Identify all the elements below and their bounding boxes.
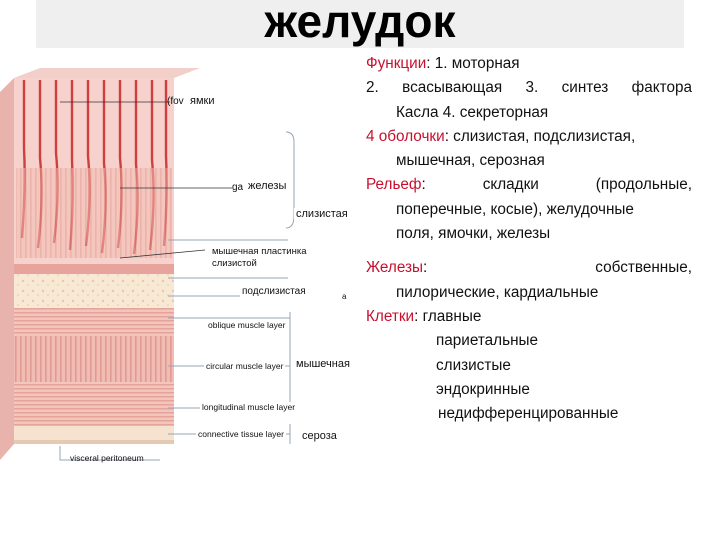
gland-cells [16,168,172,258]
oblique-muscle-block [14,308,174,336]
relief-line1 [366,173,692,197]
lamina-label-line1: мышечная пластинка [212,246,307,257]
glands-text-label: Железы [366,259,424,277]
submucosa-block [14,274,174,308]
glands-line2: пилорические, кардиальные [396,283,599,301]
layers-line1 [366,125,692,149]
relief-line3: поля, ямочки, железы [396,225,551,243]
glands-line1 [366,256,692,280]
functions-label: Функции [366,55,427,72]
top-face [14,68,200,78]
page-title: желудок [264,0,456,47]
pits-label: ямки [190,95,215,107]
cells-line1 [366,305,692,329]
cell-item-undifferentiated: недифференцированные [438,405,619,423]
cells-label: Клетки [366,307,415,325]
functions-line2: 2. всасывающая 3. синтез фактора [366,79,692,97]
functions-line3: Касла 4. секреторная [396,103,549,121]
relief-line2: поперечные, косые), желудочные [396,200,634,218]
glands-label: железы [248,180,287,192]
muscle-marker-label: a [342,292,347,301]
oblique-label: oblique muscle layer [208,320,286,330]
stomach-wall-illustration [0,68,360,468]
mucosa-label: слизистая [296,208,348,220]
fovea-prefix-label: (fov [167,96,184,107]
glands-prefix-label: ga [232,182,244,193]
functions-line1-text: : 1. моторная [426,55,520,72]
lamina-band [14,264,174,274]
glands-line1-text: : собственные, [423,259,692,277]
peritoneum-label: visceral peritoneum [70,453,144,463]
description-text [366,52,692,426]
cell-item-parietal: париетальные [436,332,539,350]
cell-item-endocrine: эндокринные [436,380,530,398]
longitudinal-label: longitudinal muscle layer [202,402,296,412]
cell-item-mucous: слизистые [436,356,511,374]
peritoneum-block [14,440,174,444]
muscular-label: мышечная [296,358,350,370]
circular-label: circular muscle layer [206,361,284,371]
stomach-wall-diagram [0,68,360,468]
functions-line1 [366,52,692,76]
connective-block [14,426,174,440]
serosa-label: сероза [302,430,337,442]
relief-line1-text: : складки (продольные, [421,176,692,194]
cells-line1-text: : главные [414,307,482,325]
longitudinal-muscle-block [14,382,174,426]
lamina-label-line2: слизистой [212,258,257,269]
connective-label: connective tissue layer [198,429,284,439]
layers-line2: мышечная, серозная [396,152,545,170]
layers-label: 4 оболочки [366,127,445,145]
relief-label: Рельеф [366,176,422,194]
circular-muscle-block [14,336,174,382]
submucosa-label: подслизистая [242,286,306,297]
layers-line1-text: : слизистая, подслизистая, [444,127,636,145]
side-face [0,78,14,460]
